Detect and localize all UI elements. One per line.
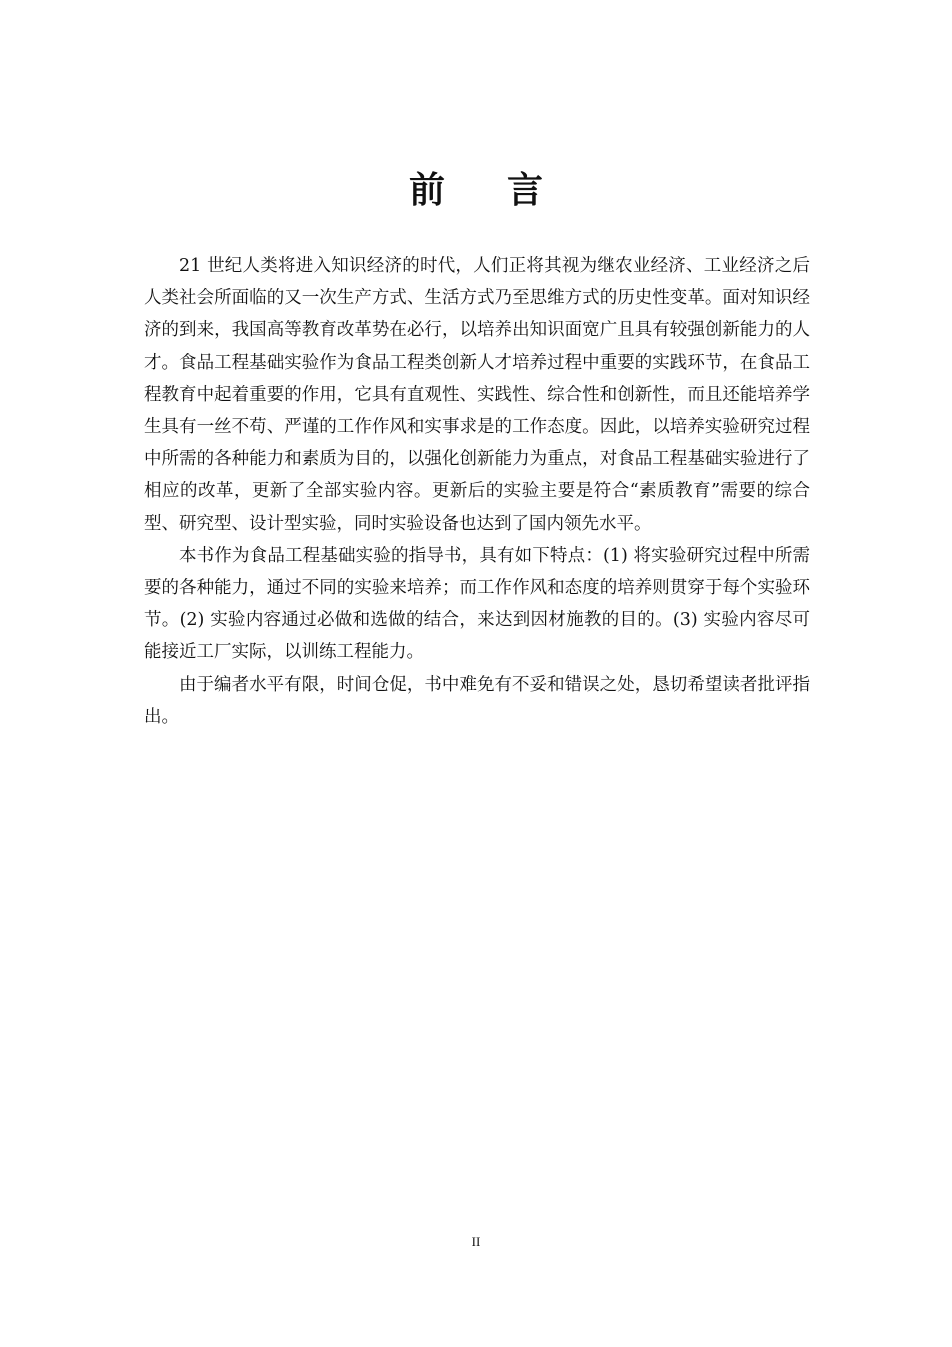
paragraph-1: 21 世纪人类将进入知识经济的时代，人们正将其视为继农业经济、工业经济之后人类社会所面临的又一次生产方式、生活方式乃至思维方式的历史性变革。面对知识经济的到来，我国高等教育改革势在必行，以培养出知识面宽广且具有较强创新能力的人才。食品工程基础实验作为食品工程类创新人才培养过程中重要的实践环节，在食品工程教育中起着重要的作用，它具有直观性、实践性、综合性和创新性，而且还能培养学生具有一丝不苟、严谨的工作作风和实事求是的工作态度。因此，以培养实验研究过程中所需的各种能力和素质为目的，以强化创新能力为重点，对食品工程基础实验进行了相应的改革，更新了全部实验内容。更新后的实验主要是符合“素质教育”需要的综合型、研究型、设计型实验，同时实验设备也达到了国内领先水平。 bbox=[144, 256, 810, 534]
heading-char-1: 前 bbox=[408, 169, 445, 211]
page-number: II bbox=[471, 1234, 481, 1249]
preface-heading bbox=[0, 168, 952, 212]
paragraph-2: 本书作为食品工程基础实验的指导书，具有如下特点：(1) 将实验研究过程中所需要的各种能力，通过不同的实验来培养；而工作作风和态度的培养则贯穿于每个实验环节。(2) 实验内容通过必做和选做的结合，来达到因材施教的目的。(3) 实验内容尽可能接近工厂实际，以训练工程能力。 bbox=[144, 545, 810, 663]
preface-body bbox=[144, 250, 810, 733]
paragraph-3: 由于编者水平有限，时间仓促，书中难免有不妥和错误之处，恳切希望读者批评指出。 bbox=[144, 674, 810, 727]
heading-char-2: 言 bbox=[507, 169, 544, 211]
